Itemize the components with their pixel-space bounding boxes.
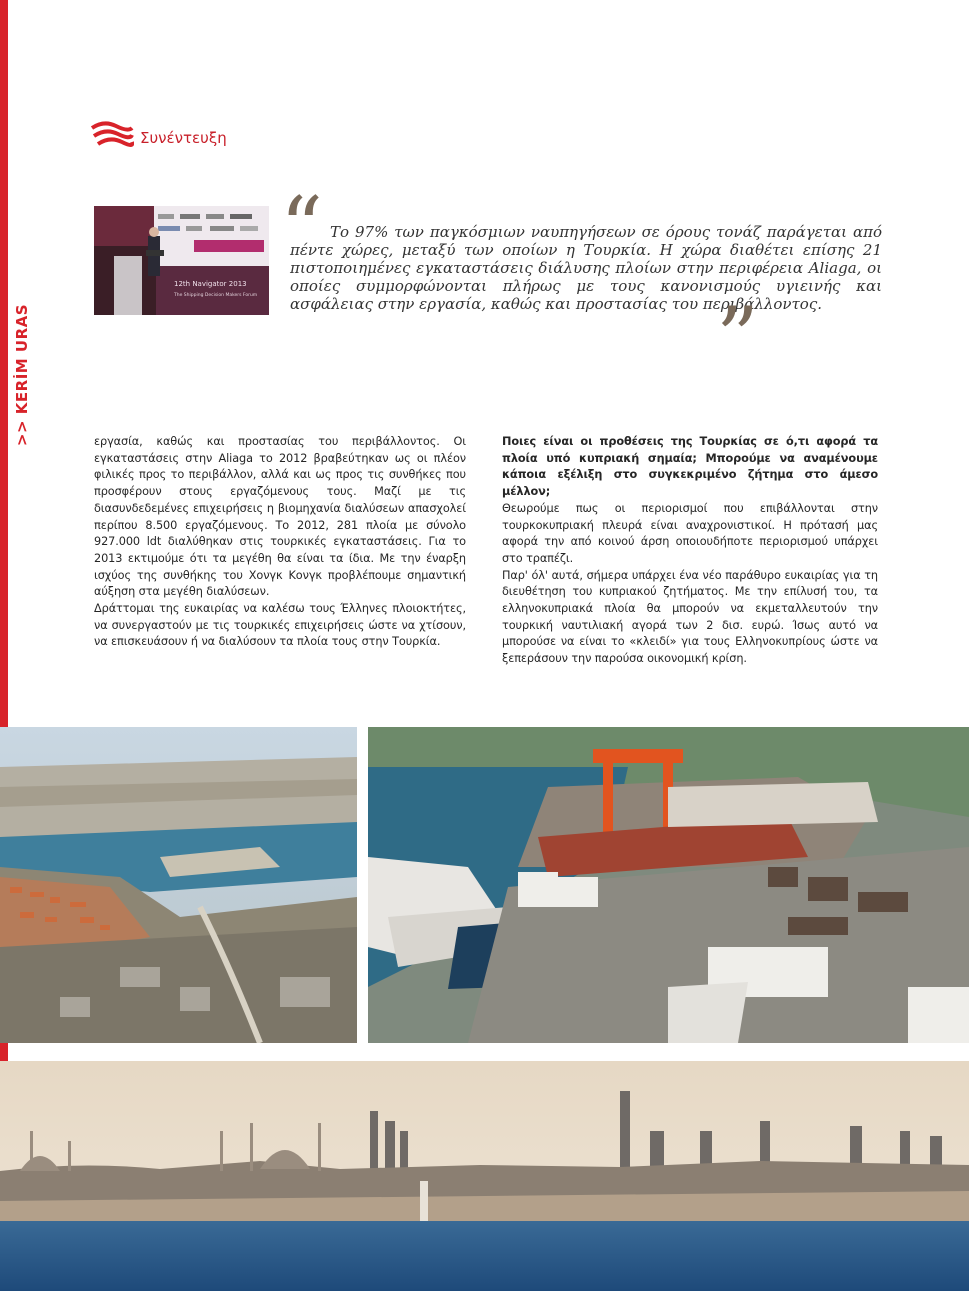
section-header [90,116,227,156]
istanbul-skyline-photo [0,1061,969,1291]
body-paragraph: εργασία, καθώς και προστασίας του περιβάλλοντος. Οι εγκαταστάσεις στην Aliaga το 2012 βραβεύτηκαν ως οι πλέον φιλικές προς το περιβάλλον, αλλά και ως προς τις συνθήκες που προσφέρουν στους εργαζόμενους τους. Μαζί με τις διασυνδεδεμένες επιχειρήσεις η βιομηχανία διαλύσεων απασχολεί περίπου 8.500 εργαζόμενους. Το 2012, 281 πλοία με σύνολο 927.000 ldt διαλύθηκαν στις τουρκικές εγκαταστάσεις. Για το 2013 εκτιμούμε ότι τα μεγέθη θα είναι τα ίδια. Με την έναρξη ισχύος της συνθήκης του Χονγκ Κονγκ προβλέπουμε σημαντική αύξηση στα μεγέθη διαλύσεων. [94,435,466,599]
flag-stripes-icon [90,118,134,154]
banner-subtitle: The Shipping Decision Makers Forum [174,293,258,298]
banner-text: 12th Navigator 2013 [174,280,247,288]
interviewee-name: >> KERİM URAS [13,303,31,447]
body-paragraph: Θεωρούμε πως οι περιορισμοί που επιβάλλονται στην τουρκοκυπριακή πλευρά είναι αναχρονιστικοί. Η πρότασή μας αφορά την από κοινού άρση οποιουδήποτε περιορισμού υπάρχει στο τραπέζι. [502,501,878,565]
port-aerial-photo [0,727,357,1043]
open-quote-mark: “ [280,179,323,277]
shipyard-aerial-photo [368,727,969,1043]
pull-quote [290,223,882,313]
close-quote-mark: ” [716,289,759,387]
left-column [94,434,466,651]
interviewee-side-label [6,300,38,450]
body-paragraph: Δράττομαι της ευκαιρίας να καλέσω τους Έλληνες πλοιοκτήτες, να συνεργαστούν με τις τουρκικές επιχειρήσεις ώστε να χτίσουν, να επισκευάσουν ή να διαλύσουν τα πλοία τους στην Τουρκία. [94,602,466,649]
section-title: Συνέντευξη [140,129,227,147]
interview-question: Ποιες είναι οι προθέσεις της Τουρκίας σε ό,τι αφορά τα πλοία υπό κυπριακή σημαία; Μπορούμε να αναμένουμε κάποια εξέλιξη στο συγκεκριμένο ζήτημα στο άμεσο μέλλον; [502,435,878,499]
right-column [502,434,878,668]
pull-quote-text: Το 97% των παγκόσμιων ναυπηγήσεων σε όρους τονάζ παράγεται από πέντε χώρες, μεταξύ των οποίων η Τουρκία. Η χώρα διαθέτει επίσης 21 πιστοποιημένες εγκαταστάσεις διάλυσης πλοίων στην περιφέρεια Aliaga, οι οποίες συμμορφώνονται πλήρως με τους κανονισμούς υγιεινής και ασφάλειας στην εργασία, καθώς και προστασίας του περιβάλλοντος. [290,223,882,313]
body-paragraph: Παρ' όλ' αυτά, σήμερα υπάρχει ένα νέο παράθυρο ευκαιρίας για τη διευθέτηση του κυπριακού ζητήματος. Με την επίλυσή του, τα ελληνοκυπριακά πλοία θα μπορούν να εκμεταλλευτούν την τουρκική ναυτιλιακή αγορά των 2 δισ. ευρώ. Ίσως αυτό να μπορούσε να είναι το «κλειδί» για τους Ελληνοκυπρίους ώστε να ξεπεράσουν την παρούσα οικονομική κρίση. [502,568,878,666]
conference-photo [94,206,269,315]
